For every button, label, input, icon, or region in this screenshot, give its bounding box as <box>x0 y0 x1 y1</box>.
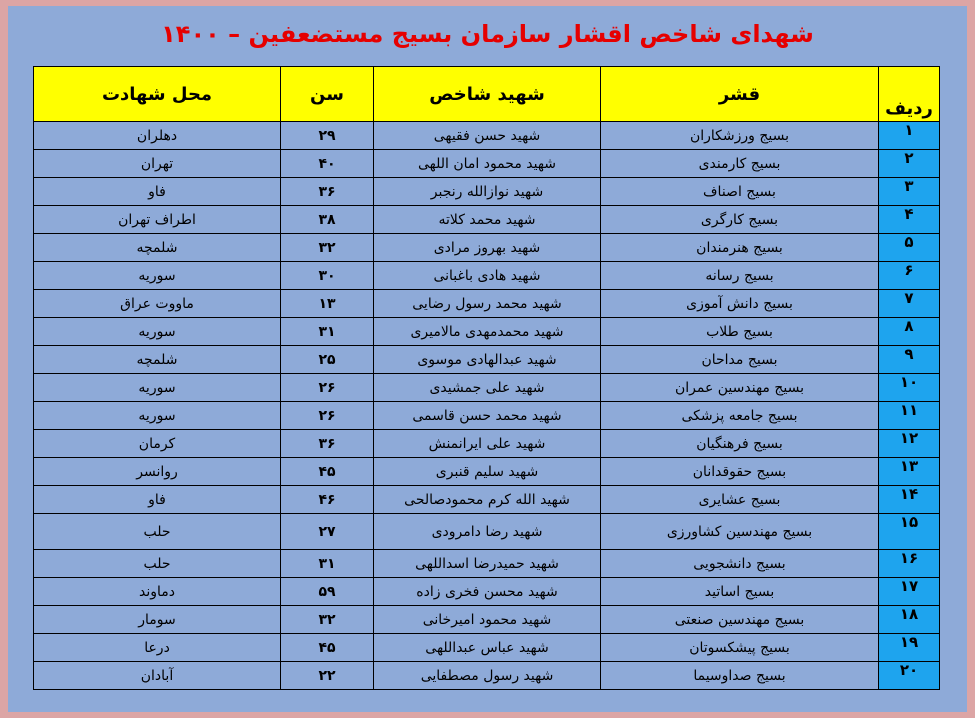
cell-radif: ۱۴ <box>879 486 940 514</box>
cell-shahid: شهید محمد رسول رضایی <box>374 290 601 318</box>
sheet-panel <box>8 6 967 712</box>
table-row <box>34 578 940 606</box>
cell-sen: ۳۲ <box>281 234 374 262</box>
cell-mahal: اطراف تهران <box>34 206 281 234</box>
cell-radif: ۴ <box>879 206 940 234</box>
cell-mahal: ماووت عراق <box>34 290 281 318</box>
cell-radif: ۱۸ <box>879 606 940 634</box>
table-row <box>34 290 940 318</box>
cell-qeshr: بسیج اصناف <box>601 178 879 206</box>
cell-shahid: شهید علی ایرانمنش <box>374 430 601 458</box>
martyrs-table <box>33 66 940 690</box>
cell-radif: ۱۷ <box>879 578 940 606</box>
cell-shahid: شهید حسن فقیهی <box>374 122 601 150</box>
cell-mahal: روانسر <box>34 458 281 486</box>
cell-mahal: دهلران <box>34 122 281 150</box>
cell-qeshr: بسیج طلاب <box>601 318 879 346</box>
cell-sen: ۲۷ <box>281 514 374 550</box>
cell-sen: ۳۰ <box>281 262 374 290</box>
cell-sen: ۲۵ <box>281 346 374 374</box>
cell-qeshr: بسیج مهندسین کشاورزی <box>601 514 879 550</box>
cell-sen: ۴۵ <box>281 458 374 486</box>
cell-qeshr: بسیج پیشکسوتان <box>601 634 879 662</box>
cell-qeshr: بسیج ورزشکاران <box>601 122 879 150</box>
table-row <box>34 606 940 634</box>
cell-shahid: شهید هادی باغبانی <box>374 262 601 290</box>
cell-shahid: شهید محمد کلاته <box>374 206 601 234</box>
cell-sen: ۳۲ <box>281 606 374 634</box>
cell-sen: ۵۹ <box>281 578 374 606</box>
table-row <box>34 486 940 514</box>
cell-radif: ۲۰ <box>879 662 940 690</box>
cell-radif: ۶ <box>879 262 940 290</box>
cell-shahid: شهید رسول مصطفایی <box>374 662 601 690</box>
cell-qeshr: بسیج کارگری <box>601 206 879 234</box>
table-row <box>34 634 940 662</box>
cell-radif: ۲ <box>879 150 940 178</box>
cell-radif: ۱ <box>879 122 940 150</box>
cell-mahal: شلمچه <box>34 346 281 374</box>
cell-sen: ۲۹ <box>281 122 374 150</box>
header-mahal: محل شهادت <box>34 67 281 122</box>
cell-radif: ۹ <box>879 346 940 374</box>
cell-mahal: سوریه <box>34 374 281 402</box>
header-row <box>34 67 940 122</box>
cell-qeshr: بسیج عشایری <box>601 486 879 514</box>
cell-radif: ۱۶ <box>879 550 940 578</box>
cell-radif: ۱۰ <box>879 374 940 402</box>
cell-mahal: سوریه <box>34 402 281 430</box>
cell-mahal: حلب <box>34 550 281 578</box>
page-title: شهدای شاخص اقشار سازمان بسیج مستضعفین – ۱۴۰۰ <box>161 20 814 48</box>
table-row <box>34 402 940 430</box>
cell-qeshr: بسیج فرهنگیان <box>601 430 879 458</box>
cell-shahid: شهید عباس عبداللهی <box>374 634 601 662</box>
table-row <box>34 318 940 346</box>
cell-sen: ۳۶ <box>281 178 374 206</box>
cell-mahal: فاو <box>34 486 281 514</box>
cell-shahid: شهید نوازالله رنجبر <box>374 178 601 206</box>
cell-shahid: شهید حمیدرضا اسداللهی <box>374 550 601 578</box>
cell-sen: ۴۵ <box>281 634 374 662</box>
cell-shahid: شهید الله کرم محمودصالحی <box>374 486 601 514</box>
table-row <box>34 458 940 486</box>
cell-radif: ۱۳ <box>879 458 940 486</box>
cell-mahal: فاو <box>34 178 281 206</box>
cell-mahal: سومار <box>34 606 281 634</box>
table-row <box>34 550 940 578</box>
cell-qeshr: بسیج رسانه <box>601 262 879 290</box>
header-qeshr: قشر <box>601 67 879 122</box>
table-row <box>34 122 940 150</box>
cell-radif: ۱۲ <box>879 430 940 458</box>
cell-radif: ۱۹ <box>879 634 940 662</box>
cell-mahal: کرمان <box>34 430 281 458</box>
cell-sen: ۱۳ <box>281 290 374 318</box>
cell-mahal: آبادان <box>34 662 281 690</box>
cell-sen: ۲۶ <box>281 402 374 430</box>
cell-sen: ۴۶ <box>281 486 374 514</box>
cell-shahid: شهید عبدالهادی موسوی <box>374 346 601 374</box>
table-row <box>34 150 940 178</box>
cell-mahal: دماوند <box>34 578 281 606</box>
cell-sen: ۳۶ <box>281 430 374 458</box>
cell-shahid: شهید محمود امیرخانی <box>374 606 601 634</box>
cell-radif: ۳ <box>879 178 940 206</box>
cell-radif: ۱۵ <box>879 514 940 550</box>
cell-shahid: شهید علی جمشیدی <box>374 374 601 402</box>
table-row <box>34 178 940 206</box>
cell-mahal: شلمچه <box>34 234 281 262</box>
cell-qeshr: بسیج صداوسیما <box>601 662 879 690</box>
cell-sen: ۲۶ <box>281 374 374 402</box>
cell-mahal: درعا <box>34 634 281 662</box>
cell-qeshr: بسیج دانشجویی <box>601 550 879 578</box>
cell-shahid: شهید رضا دامرودی <box>374 514 601 550</box>
header-radif: ردیف <box>879 67 940 122</box>
table-row <box>34 662 940 690</box>
cell-qeshr: بسیج جامعه پزشکی <box>601 402 879 430</box>
table-row <box>34 430 940 458</box>
cell-sen: ۳۱ <box>281 550 374 578</box>
cell-shahid: شهید محسن فخری زاده <box>374 578 601 606</box>
table-row <box>34 234 940 262</box>
cell-qeshr: بسیج کارمندی <box>601 150 879 178</box>
table-row <box>34 514 940 550</box>
cell-qeshr: بسیج هنرمندان <box>601 234 879 262</box>
table-row <box>34 346 940 374</box>
cell-sen: ۴۰ <box>281 150 374 178</box>
cell-sen: ۲۲ <box>281 662 374 690</box>
cell-sen: ۳۱ <box>281 318 374 346</box>
cell-mahal: تهران <box>34 150 281 178</box>
table-row <box>34 374 940 402</box>
cell-radif: ۷ <box>879 290 940 318</box>
cell-radif: ۱۱ <box>879 402 940 430</box>
cell-mahal: حلب <box>34 514 281 550</box>
cell-qeshr: بسیج دانش آموزی <box>601 290 879 318</box>
cell-shahid: شهید محمود امان اللهی <box>374 150 601 178</box>
table-row <box>34 262 940 290</box>
cell-qeshr: بسیج مداحان <box>601 346 879 374</box>
cell-shahid: شهید محمد حسن قاسمی <box>374 402 601 430</box>
header-shahid: شهید شاخص <box>374 67 601 122</box>
cell-qeshr: بسیج مهندسین عمران <box>601 374 879 402</box>
cell-mahal: سوریه <box>34 262 281 290</box>
cell-qeshr: بسیج حقوقدانان <box>601 458 879 486</box>
table-row <box>34 206 940 234</box>
header-sen: سن <box>281 67 374 122</box>
cell-shahid: شهید محمدمهدی مالامیری <box>374 318 601 346</box>
cell-sen: ۳۸ <box>281 206 374 234</box>
cell-shahid: شهید بهروز مرادی <box>374 234 601 262</box>
cell-qeshr: بسیج مهندسین صنعتی <box>601 606 879 634</box>
cell-radif: ۸ <box>879 318 940 346</box>
cell-shahid: شهید سلیم قنبری <box>374 458 601 486</box>
cell-qeshr: بسیج اساتید <box>601 578 879 606</box>
cell-mahal: سوریه <box>34 318 281 346</box>
cell-radif: ۵ <box>879 234 940 262</box>
